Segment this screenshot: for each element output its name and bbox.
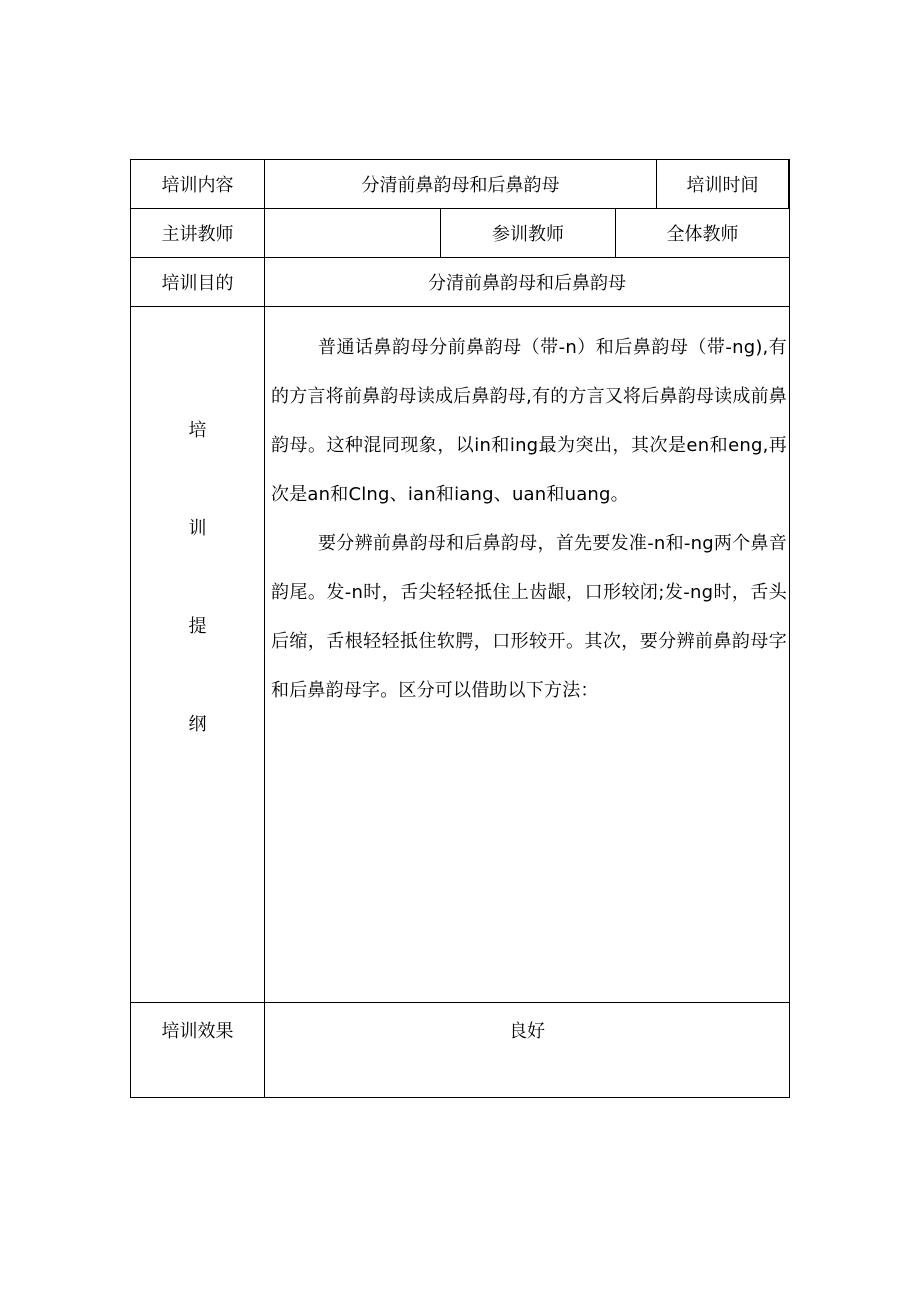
- training-purpose-value: 分清前鼻韵母和后鼻韵母: [428, 273, 626, 294]
- outline-label-char: 提: [188, 616, 207, 637]
- training-content-label: 培训内容: [131, 160, 265, 208]
- row-training-outline: [131, 307, 789, 1003]
- training-content-value: 分清前鼻韵母和后鼻韵母: [265, 160, 657, 208]
- training-purpose-label: 培训目的: [131, 258, 265, 306]
- row-training-content: [131, 160, 789, 209]
- row-training-purpose: [131, 258, 789, 307]
- participants-label: 参训教师: [441, 209, 616, 257]
- outline-label-char: 纲: [188, 714, 207, 735]
- training-outline-label: [131, 307, 265, 1002]
- lecturer-value: [265, 209, 441, 257]
- outline-text: [271, 323, 787, 715]
- training-outline-content: [265, 307, 789, 1002]
- outline-label-char: 培: [188, 420, 207, 441]
- row-teachers: [131, 209, 789, 258]
- outline-paragraph: 要分辨前鼻韵母和后鼻韵母，首先要发准-n和-ng两个鼻音韵尾。发-n时，舌尖轻轻抵住上齿龈，口形较闭;发-ng时，舌头后缩，舌根轻轻抵住软腭，口形较开。其次，要分辨前鼻韵母字和后鼻韵母字。区分可以借助以下方法：: [271, 533, 787, 701]
- lecturer-label: 主讲教师: [131, 209, 265, 257]
- row-training-effect: [131, 1003, 789, 1097]
- outline-paragraph: 普通话鼻韵母分前鼻韵母（带-n）和后鼻韵母（带-ng),有的方言将前鼻韵母读成后鼻韵母,有的方言又将后鼻韵母读成前鼻韵母。这种混同现象，以in和ing最为突出，其次是en和eng,再次是an和Clng、ian和iang、uan和uang。: [271, 337, 787, 505]
- training-effect-value: 良好: [509, 1021, 545, 1042]
- training-time-label: 培训时间: [657, 160, 789, 208]
- training-record-form: [130, 159, 790, 1098]
- training-effect-label: 培训效果: [131, 1003, 265, 1097]
- outline-label-char: 训: [188, 518, 207, 539]
- participants-value: 全体教师: [666, 224, 739, 245]
